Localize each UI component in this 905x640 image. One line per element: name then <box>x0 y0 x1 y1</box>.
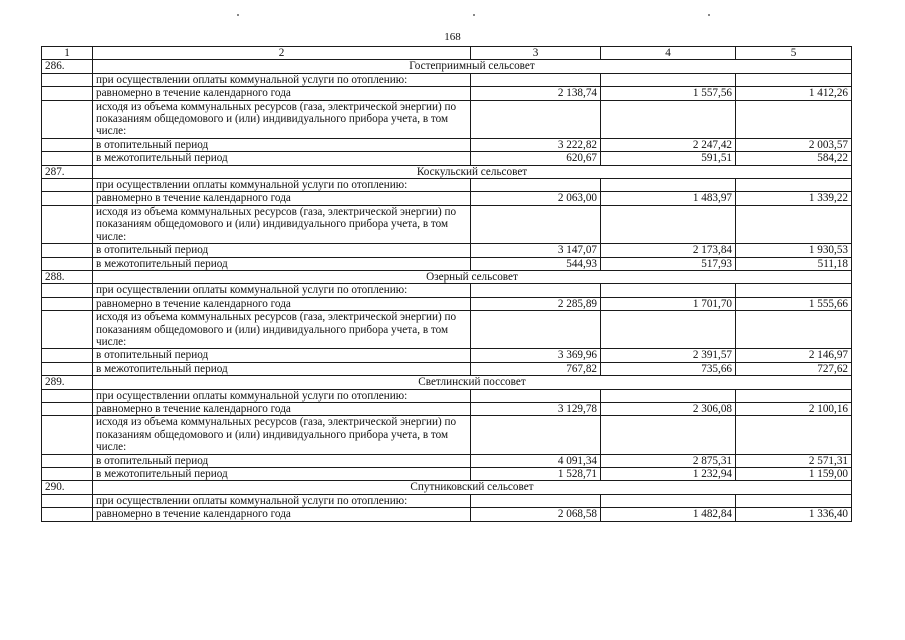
intro-label: при осуществлении оплаты коммунальной услуги по отоплению: <box>93 494 471 507</box>
even-payment-row <box>42 192 852 205</box>
section-title-row <box>42 270 852 283</box>
row-number: 286. <box>42 60 93 73</box>
row-label: в межотопительный период <box>93 362 471 375</box>
row-label: равномерно в течение календарного года <box>93 297 471 310</box>
row-number: 288. <box>42 270 93 283</box>
value-col3: 2 285,89 <box>471 297 601 310</box>
offseason-period-row <box>42 468 852 481</box>
even-payment-row <box>42 87 852 100</box>
settlement-name: Спутниковский сельсовет <box>93 481 852 494</box>
section-title-row <box>42 60 852 73</box>
heating-period-row <box>42 138 852 151</box>
value-col3: 3 369,96 <box>471 349 601 362</box>
meter-label: исходя из объема коммунальных ресурсов (газа, электрической энергии) по показаниям общедомового и (или) индивидуального прибора учета, в том числе: <box>93 416 471 454</box>
meter-row <box>42 416 852 454</box>
even-payment-row <box>42 297 852 310</box>
offseason-period-row <box>42 257 852 270</box>
value-col4: 1 557,56 <box>601 87 736 100</box>
intro-label: при осуществлении оплаты коммунальной услуги по отоплению: <box>93 389 471 402</box>
column-header: 5 <box>736 47 852 60</box>
meter-row <box>42 100 852 138</box>
row-label: в межотопительный период <box>93 257 471 270</box>
meter-row <box>42 311 852 349</box>
value-col4: 2 247,42 <box>601 138 736 151</box>
intro-label: при осуществлении оплаты коммунальной услуги по отоплению: <box>93 179 471 192</box>
row-number: 287. <box>42 165 93 178</box>
heating-period-row <box>42 349 852 362</box>
meter-label: исходя из объема коммунальных ресурсов (газа, электрической энергии) по показаниям общедомового и (или) индивидуального прибора учета, в том числе: <box>93 100 471 138</box>
intro-row <box>42 73 852 86</box>
value-col3: 3 147,07 <box>471 244 601 257</box>
meter-label: исходя из объема коммунальных ресурсов (газа, электрической энергии) по показаниям общедомового и (или) индивидуального прибора учета, в том числе: <box>93 311 471 349</box>
value-col5: 1 930,53 <box>736 244 852 257</box>
intro-row <box>42 284 852 297</box>
value-col5: 2 571,31 <box>736 454 852 467</box>
section-title-row <box>42 481 852 494</box>
offseason-period-row <box>42 362 852 375</box>
value-col5: 1 555,66 <box>736 297 852 310</box>
row-label: в отопительный период <box>93 349 471 362</box>
meter-row <box>42 205 852 243</box>
value-col3: 1 528,71 <box>471 468 601 481</box>
settlement-name: Озерный сельсовет <box>93 270 852 283</box>
meter-label: исходя из объема коммунальных ресурсов (газа, электрической энергии) по показаниям общедомового и (или) индивидуального прибора учета, в том числе: <box>93 205 471 243</box>
row-number: 289. <box>42 376 93 389</box>
value-col5: 2 100,16 <box>736 402 852 415</box>
value-col5: 2 003,57 <box>736 138 852 151</box>
value-col5: 1 339,22 <box>736 192 852 205</box>
value-col3: 4 091,34 <box>471 454 601 467</box>
value-col3: 2 138,74 <box>471 87 601 100</box>
row-label: равномерно в течение календарного года <box>93 192 471 205</box>
value-col4: 2 391,57 <box>601 349 736 362</box>
row-label: равномерно в течение календарного года <box>93 87 471 100</box>
heating-period-row <box>42 454 852 467</box>
even-payment-row <box>42 508 852 521</box>
column-header: 1 <box>42 47 93 60</box>
section-title-row <box>42 376 852 389</box>
value-col4: 1 701,70 <box>601 297 736 310</box>
value-col5: 511,18 <box>736 257 852 270</box>
value-col4: 591,51 <box>601 152 736 165</box>
column-header-row <box>42 47 852 60</box>
column-header: 4 <box>601 47 736 60</box>
value-col3: 3 222,82 <box>471 138 601 151</box>
settlement-name: Коскульский сельсовет <box>93 165 852 178</box>
value-col4: 1 483,97 <box>601 192 736 205</box>
value-col5: 1 159,00 <box>736 468 852 481</box>
intro-row <box>42 389 852 402</box>
intro-row <box>42 179 852 192</box>
settlement-name: Светлинский поссовет <box>93 376 852 389</box>
value-col3: 2 063,00 <box>471 192 601 205</box>
row-number: 290. <box>42 481 93 494</box>
intro-label: при осуществлении оплаты коммунальной услуги по отоплению: <box>93 73 471 86</box>
tariff-table <box>41 46 852 522</box>
value-col4: 2 306,08 <box>601 402 736 415</box>
column-header: 2 <box>93 47 471 60</box>
value-col3: 544,93 <box>471 257 601 270</box>
row-label: равномерно в течение календарного года <box>93 508 471 521</box>
value-col4: 1 232,94 <box>601 468 736 481</box>
value-col5: 584,22 <box>736 152 852 165</box>
value-col5: 2 146,97 <box>736 349 852 362</box>
value-col5: 1 412,26 <box>736 87 852 100</box>
value-col3: 620,67 <box>471 152 601 165</box>
offseason-period-row <box>42 152 852 165</box>
row-label: равномерно в течение календарного года <box>93 402 471 415</box>
page-number: 168 <box>444 31 461 43</box>
value-col5: 727,62 <box>736 362 852 375</box>
scan-dot <box>237 14 239 16</box>
value-col3: 767,82 <box>471 362 601 375</box>
value-col3: 2 068,58 <box>471 508 601 521</box>
row-label: в межотопительный период <box>93 152 471 165</box>
section-title-row <box>42 165 852 178</box>
value-col4: 735,66 <box>601 362 736 375</box>
value-col4: 1 482,84 <box>601 508 736 521</box>
row-label: в отопительный период <box>93 244 471 257</box>
value-col4: 2 173,84 <box>601 244 736 257</box>
column-header: 3 <box>471 47 601 60</box>
value-col4: 517,93 <box>601 257 736 270</box>
value-col3: 3 129,78 <box>471 402 601 415</box>
value-col5: 1 336,40 <box>736 508 852 521</box>
intro-label: при осуществлении оплаты коммунальной услуги по отоплению: <box>93 284 471 297</box>
row-label: в межотопительный период <box>93 468 471 481</box>
row-label: в отопительный период <box>93 138 471 151</box>
heating-period-row <box>42 244 852 257</box>
settlement-name: Гостеприимный сельсовет <box>93 60 852 73</box>
intro-row <box>42 494 852 507</box>
row-label: в отопительный период <box>93 454 471 467</box>
scan-dot <box>473 14 475 16</box>
value-col4: 2 875,31 <box>601 454 736 467</box>
scan-dot <box>708 14 710 16</box>
even-payment-row <box>42 402 852 415</box>
